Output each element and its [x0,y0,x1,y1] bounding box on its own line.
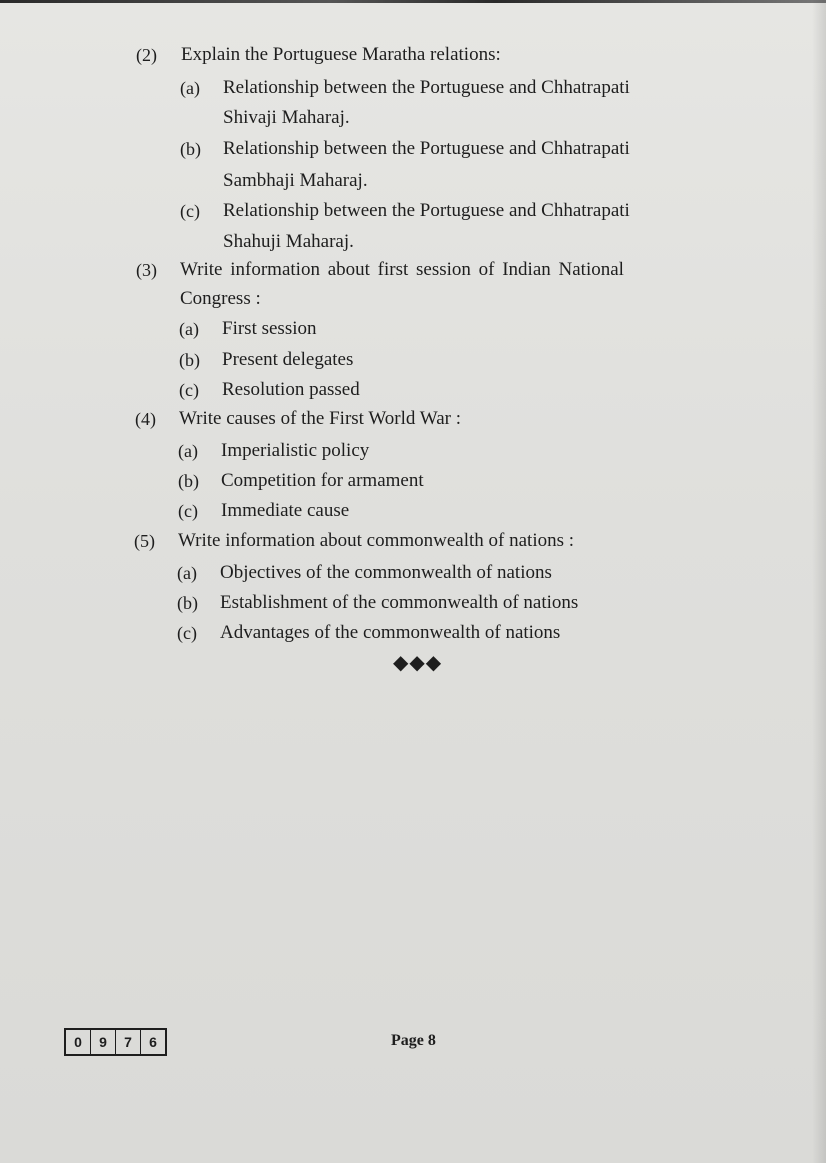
sub-text: Immediate cause [221,500,350,521]
page-top-edge [0,0,826,3]
sub-text: Objectives of the commonwealth of nations [220,562,552,583]
sub-label: (c) [179,380,199,400]
question-text: Explain the Portuguese Maratha relations: [181,44,501,65]
code-digit: 7 [116,1030,141,1054]
sub-label: (b) [180,139,201,159]
sub-label: (c) [178,501,198,521]
question-number: (2) [136,45,157,65]
sub-label: (c) [177,623,197,643]
question-text: Write information about first session of Indian National [180,259,624,280]
sub-text: Shahuji Maharaj. [223,231,354,252]
question-number: (4) [135,409,156,429]
sub-text: Competition for armament [221,470,424,491]
question-number: (5) [134,531,155,551]
page-number: Page 8 [391,1032,436,1049]
question-text: Write information about commonwealth of nations : [178,530,575,551]
code-digit: 6 [149,1034,157,1050]
end-of-section-mark: ◆◆◆ [393,652,443,674]
question-text: Write causes of the First World War : [179,408,461,429]
sub-text: Present delegates [222,349,354,370]
sub-text: Relationship between the Portuguese and Chhatrapati [223,77,630,98]
sub-text: Advantages of the commonwealth of nations [220,622,561,643]
sub-text: Shivaji Maharaj. [223,107,350,128]
sub-text: Relationship between the Portuguese and Chhatrapati [223,138,630,159]
code-digit: 0 [66,1030,91,1054]
sub-label: (c) [180,201,200,221]
sub-text: First session [222,318,317,339]
sub-text: Establishment of the commonwealth of nations [220,592,579,613]
question-text: Congress : [180,288,261,309]
sub-label: (b) [178,471,199,491]
sub-text: Relationship between the Portuguese and Chhatrapati [223,200,630,221]
sub-label: (a) [179,319,199,339]
page-edge-shadow [812,0,826,1163]
sub-label: (a) [180,78,200,98]
sub-label: (a) [177,563,197,583]
sub-text: Imperialistic policy [221,440,370,461]
sub-label: (b) [179,350,200,370]
code-digit: 9 [91,1030,116,1054]
sub-label: (b) [177,593,198,613]
sub-text: Sambhaji Maharaj. [223,170,368,191]
question-number: (3) [136,260,157,280]
paper-code-box [64,1028,167,1056]
sub-label: (a) [178,441,198,461]
sub-text: Resolution passed [222,379,360,400]
